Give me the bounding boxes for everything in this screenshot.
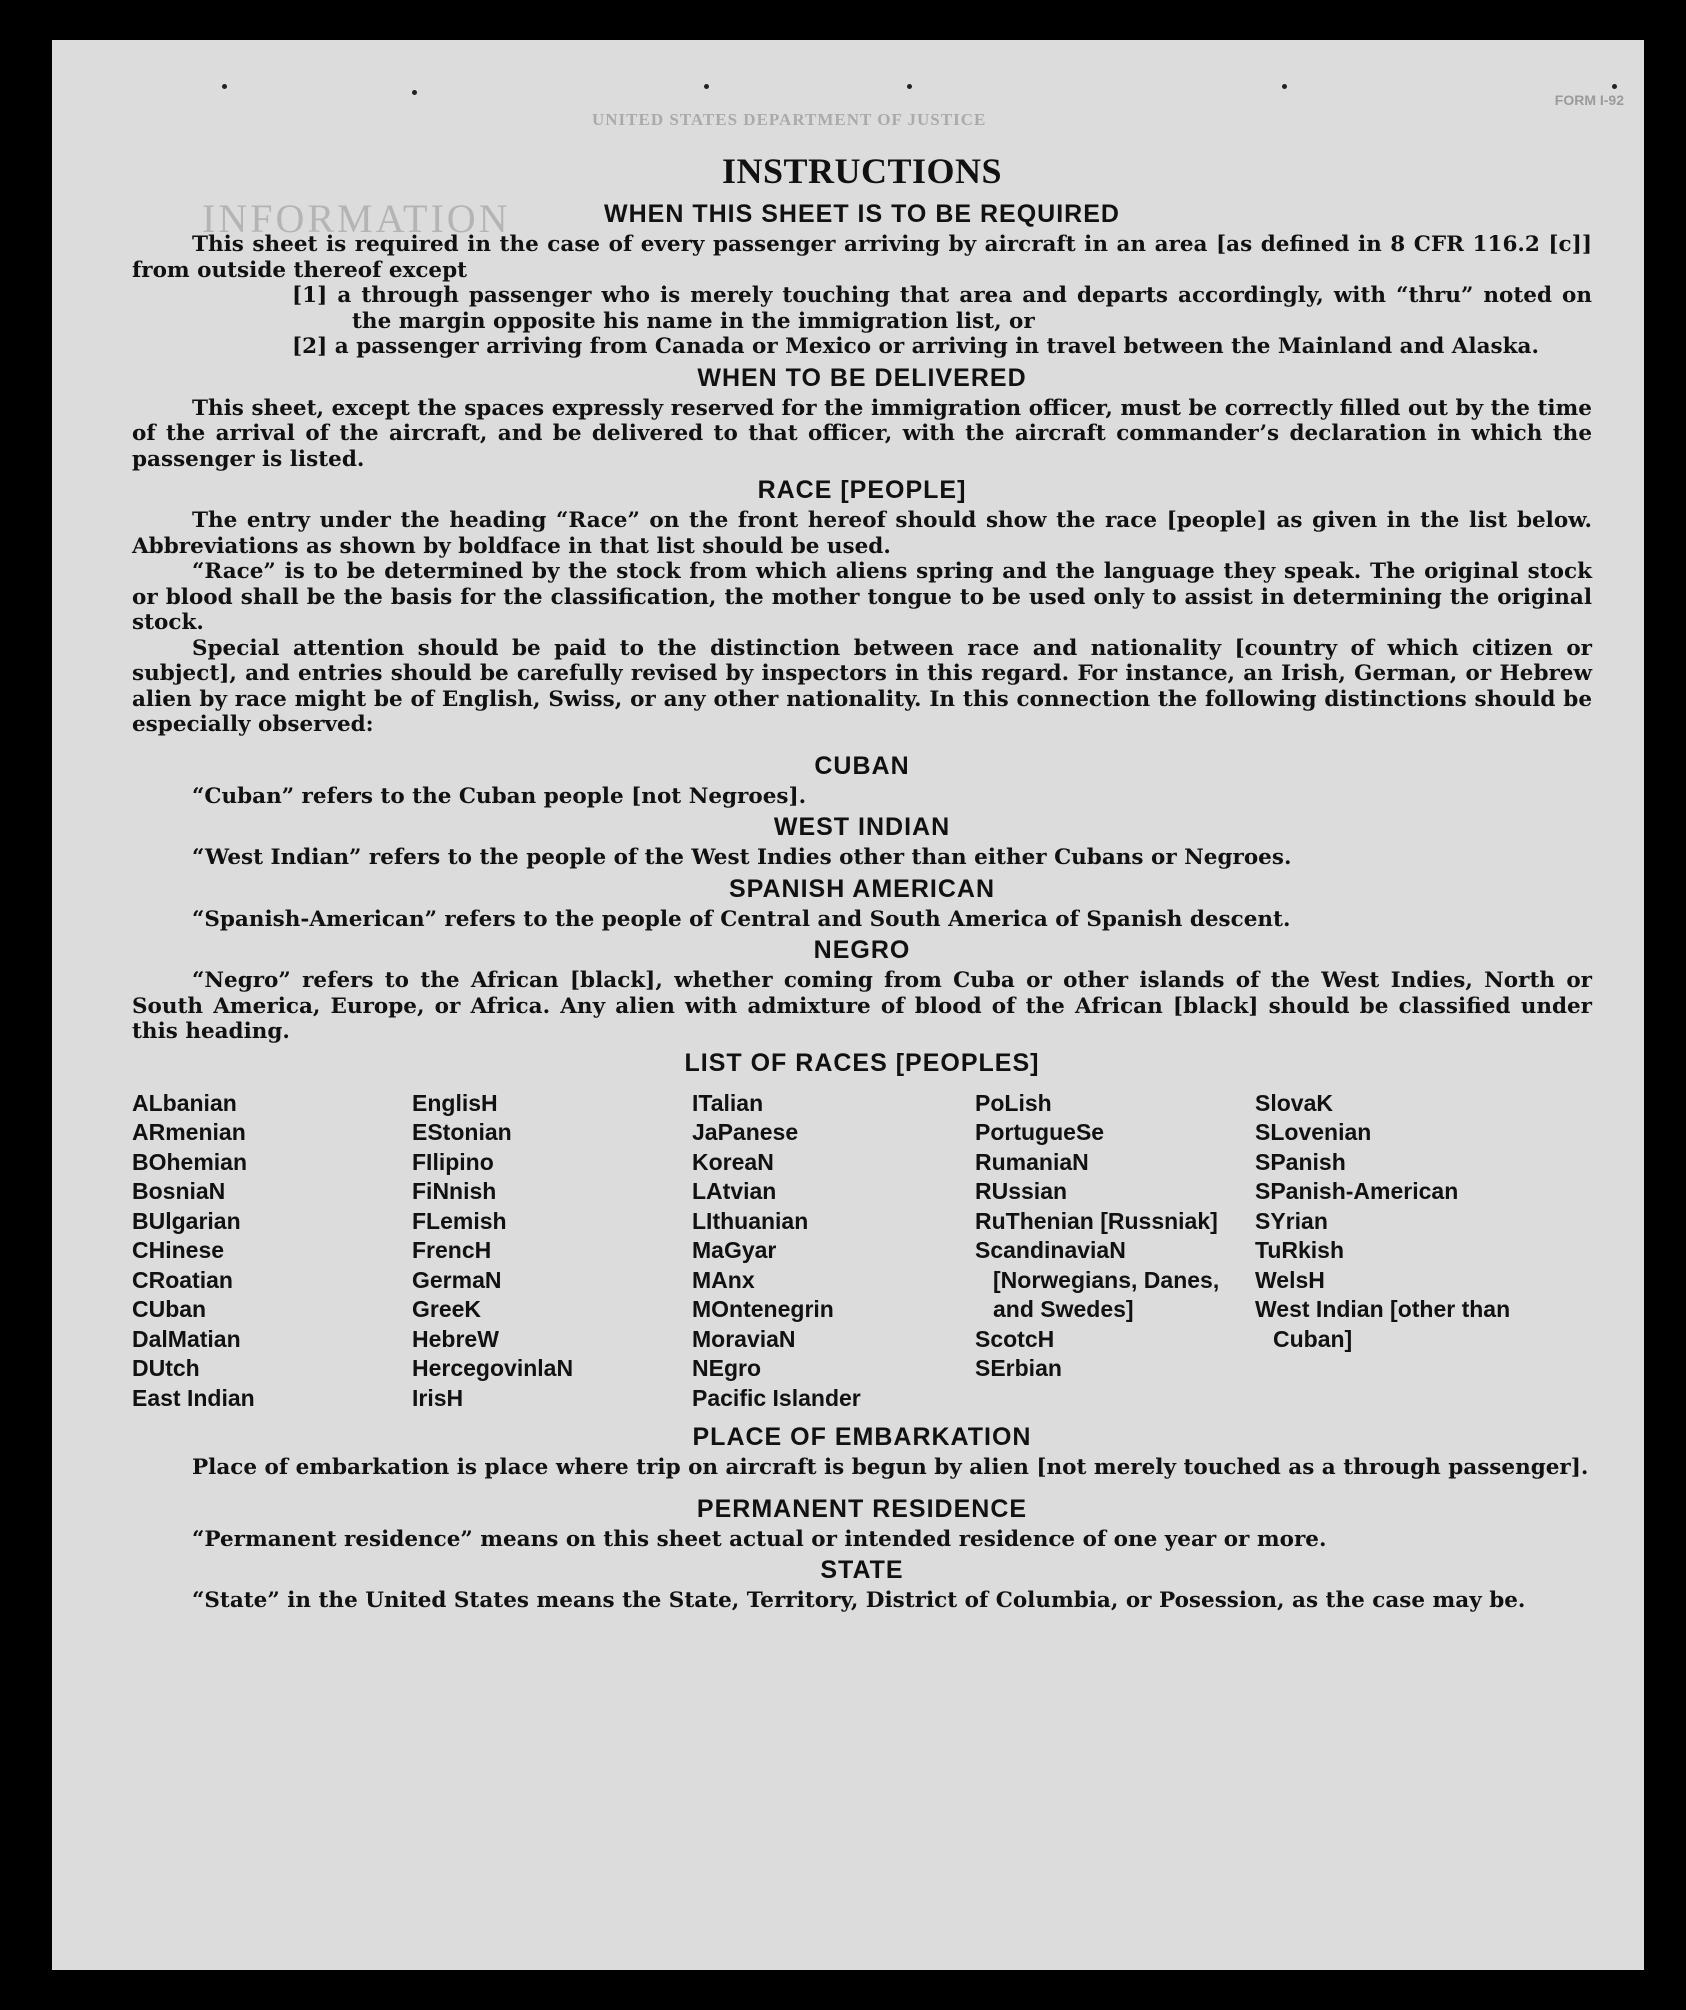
race-entry: CRoatian [132,1266,233,1293]
bleed-through-title: INFORMATION [202,196,511,241]
race-entry: SlovaK [1255,1089,1333,1116]
race-entry: CHinese [132,1237,225,1263]
race-entry: West Indian [other than Cuban] [1255,1296,1511,1352]
race-entry: MoraviaN [692,1325,796,1352]
race-entry: BOhemian [132,1148,248,1175]
paragraph: “West Indian” refers to the people of the West Indies other than either Cubans or Negroes. [192,845,1292,870]
race-entry: JaPanese [692,1119,799,1145]
races-column [1255,1089,1555,1414]
section-heading-permanent-residence: PERMANENT RESIDENCE [696,1494,1028,1523]
race-entry: RuThenian [Russniak] [975,1207,1218,1234]
document-page [52,40,1644,1970]
race-entry: FLemish [412,1207,507,1234]
list-item: [2] a passenger arriving from Canada or Mexico or arriving in travel between the Mainland and Alaska. [292,334,1539,359]
race-entry: EnglisH [412,1089,498,1116]
paragraph: “Cuban” refers to the Cuban people [not Negroes]. [192,783,807,809]
paragraph: “State” in the United States means the State, Territory, District of Columbia, or Posession, as the case may be. [192,1588,1526,1613]
race-entry: MOntenegrin [692,1296,834,1322]
race-entry: SLovenian [1255,1119,1372,1145]
paragraph: “Race” is to be determined by the stock from which aliens spring and the language they speak. The original stock or blood shall be the basis for the classification, the mother tongue to be used only to assist in determining the original stock. [132,559,1592,635]
races-list [132,1089,1592,1414]
race-entry: DalMatian [132,1325,241,1352]
punch-mark [1282,84,1287,89]
race-entry: ALbanian [132,1089,237,1116]
section-heading-negro: NEGRO [813,936,911,964]
race-entry: BUlgarian [132,1207,241,1234]
race-entry: SErbian [975,1355,1062,1381]
paragraph: “Permanent residence” means on this sheet actual or intended residence of one year or more. [192,1526,1327,1552]
race-entry: MAnx [692,1266,755,1293]
race-entry: Pacific Islander [692,1384,861,1411]
race-entry: RumaniaN [975,1148,1089,1175]
section-heading-race: RACE [PEOPLE] [757,476,967,504]
punch-mark [704,84,709,89]
punch-mark [222,84,227,89]
section-heading-west-indian: WEST INDIAN [773,813,951,841]
paragraph: “Negro” refers to the African [black], whether coming from Cuba or other islands of the West Indies, North or South America, Europe, or Africa. Any alien with admixture of blood of the African [black] should be classified under this heading. [132,968,1592,1044]
race-entry: ITalian [692,1089,764,1116]
punch-marks [52,40,1644,100]
race-entry: ARmenian [132,1119,246,1145]
bleed-through-department: UNITED STATES DEPARTMENT OF JUSTICE [592,110,987,129]
races-column [975,1089,1255,1414]
race-entry: DUtch [132,1355,200,1381]
paragraph: The entry under the heading “Race” on the front hereof should show the race [people] as given in the list below. Abbreviations as shown by boldface in that list should be used. [132,508,1592,559]
race-entry: EStonian [412,1119,512,1145]
race-entry: HebreW [412,1325,499,1352]
race-entry: GreeK [412,1296,482,1322]
instructions-content [132,150,1592,1614]
punch-mark [907,84,912,89]
page-title: INSTRUCTIONS [721,151,1003,191]
punch-mark [412,90,417,95]
race-entry: MaGyar [692,1237,777,1263]
race-entry: GermaN [412,1266,502,1293]
paragraph: This sheet, except the spaces expressly reserved for the immigration officer, must be correctly filled out by the time of the arrival of the aircraft, and be delivered to that officer, with the aircraft commander’s declaration in which the passenger is listed. [132,395,1592,472]
form-code: FORM I-92 [1554,92,1624,108]
race-entry: SPanish-American [1255,1178,1459,1204]
race-entry: FrencH [412,1237,492,1263]
race-entry: PoLish [975,1089,1052,1116]
races-column [132,1089,412,1414]
paragraph: Special attention should be paid to the distinction between race and nationality [country of which citizen or subject], and entries should be carefully revised by inspectors in this regard. For instance, an Irish, German, or Hebrew alien by race might be of English, Swiss, or any other nationality. In this connection the following distinctions should be especially observed: [132,635,1592,737]
paragraph: “Spanish-American” refers to the people of Central and South America of Spanish descent. [192,906,1291,932]
section-heading-list-of-races: LIST OF RACES [PEOPLES] [684,1048,1040,1077]
section-heading-spanish-american: SPANISH AMERICAN [728,874,995,903]
race-entry: WelsH [1255,1266,1325,1293]
race-entry: TuRkish [1255,1237,1345,1263]
paragraph: Place of embarkation is place where trip on aircraft is begun by alien [not merely touched as a through passenger]. [192,1455,1589,1480]
section-heading-required: WHEN THIS SHEET IS TO BE REQUIRED [604,200,1120,228]
race-entry: IrisH [412,1384,464,1411]
race-entry: NEgro [692,1355,761,1381]
race-entry: LIthuanian [692,1207,809,1234]
races-column [412,1089,692,1414]
race-entry: ScotcH [975,1325,1055,1352]
race-entry: PortugueSe [975,1119,1105,1145]
race-entry: HercegovinlaN [412,1355,574,1381]
race-entry: RUssian [975,1178,1068,1204]
section-heading-state: STATE [820,1556,904,1584]
race-entry: FIlipino [412,1148,494,1175]
section-heading-delivered: WHEN TO BE DELIVERED [697,363,1027,392]
section-heading-embarkation: PLACE OF EMBARKATION [692,1423,1032,1451]
race-entry: FiNnish [412,1178,497,1204]
races-column [692,1089,975,1414]
paragraph: This sheet is required in the case of every passenger arriving by aircraft in an area [as defined in 8 CFR 116.2 [c]] from outside thereof except [132,232,1592,283]
race-entry: SYrian [1255,1207,1328,1234]
race-entry: CUban [132,1296,207,1322]
race-entry: BosniaN [132,1178,226,1204]
race-entry: East Indian [132,1384,255,1411]
punch-mark [1612,84,1617,89]
section-heading-cuban: CUBAN [814,751,910,780]
list-item: [1] a through passenger who is merely touching that area and departs accordingly, with “thru” noted on the margin opposite his name in the immigration list, or [292,283,1592,334]
race-entry: KoreaN [692,1148,774,1175]
race-entry: SPanish [1255,1148,1346,1175]
race-entry: ScandinaviaN [Norwegians, Danes, and Swedes] [975,1237,1220,1322]
race-entry: LAtvian [692,1178,777,1204]
